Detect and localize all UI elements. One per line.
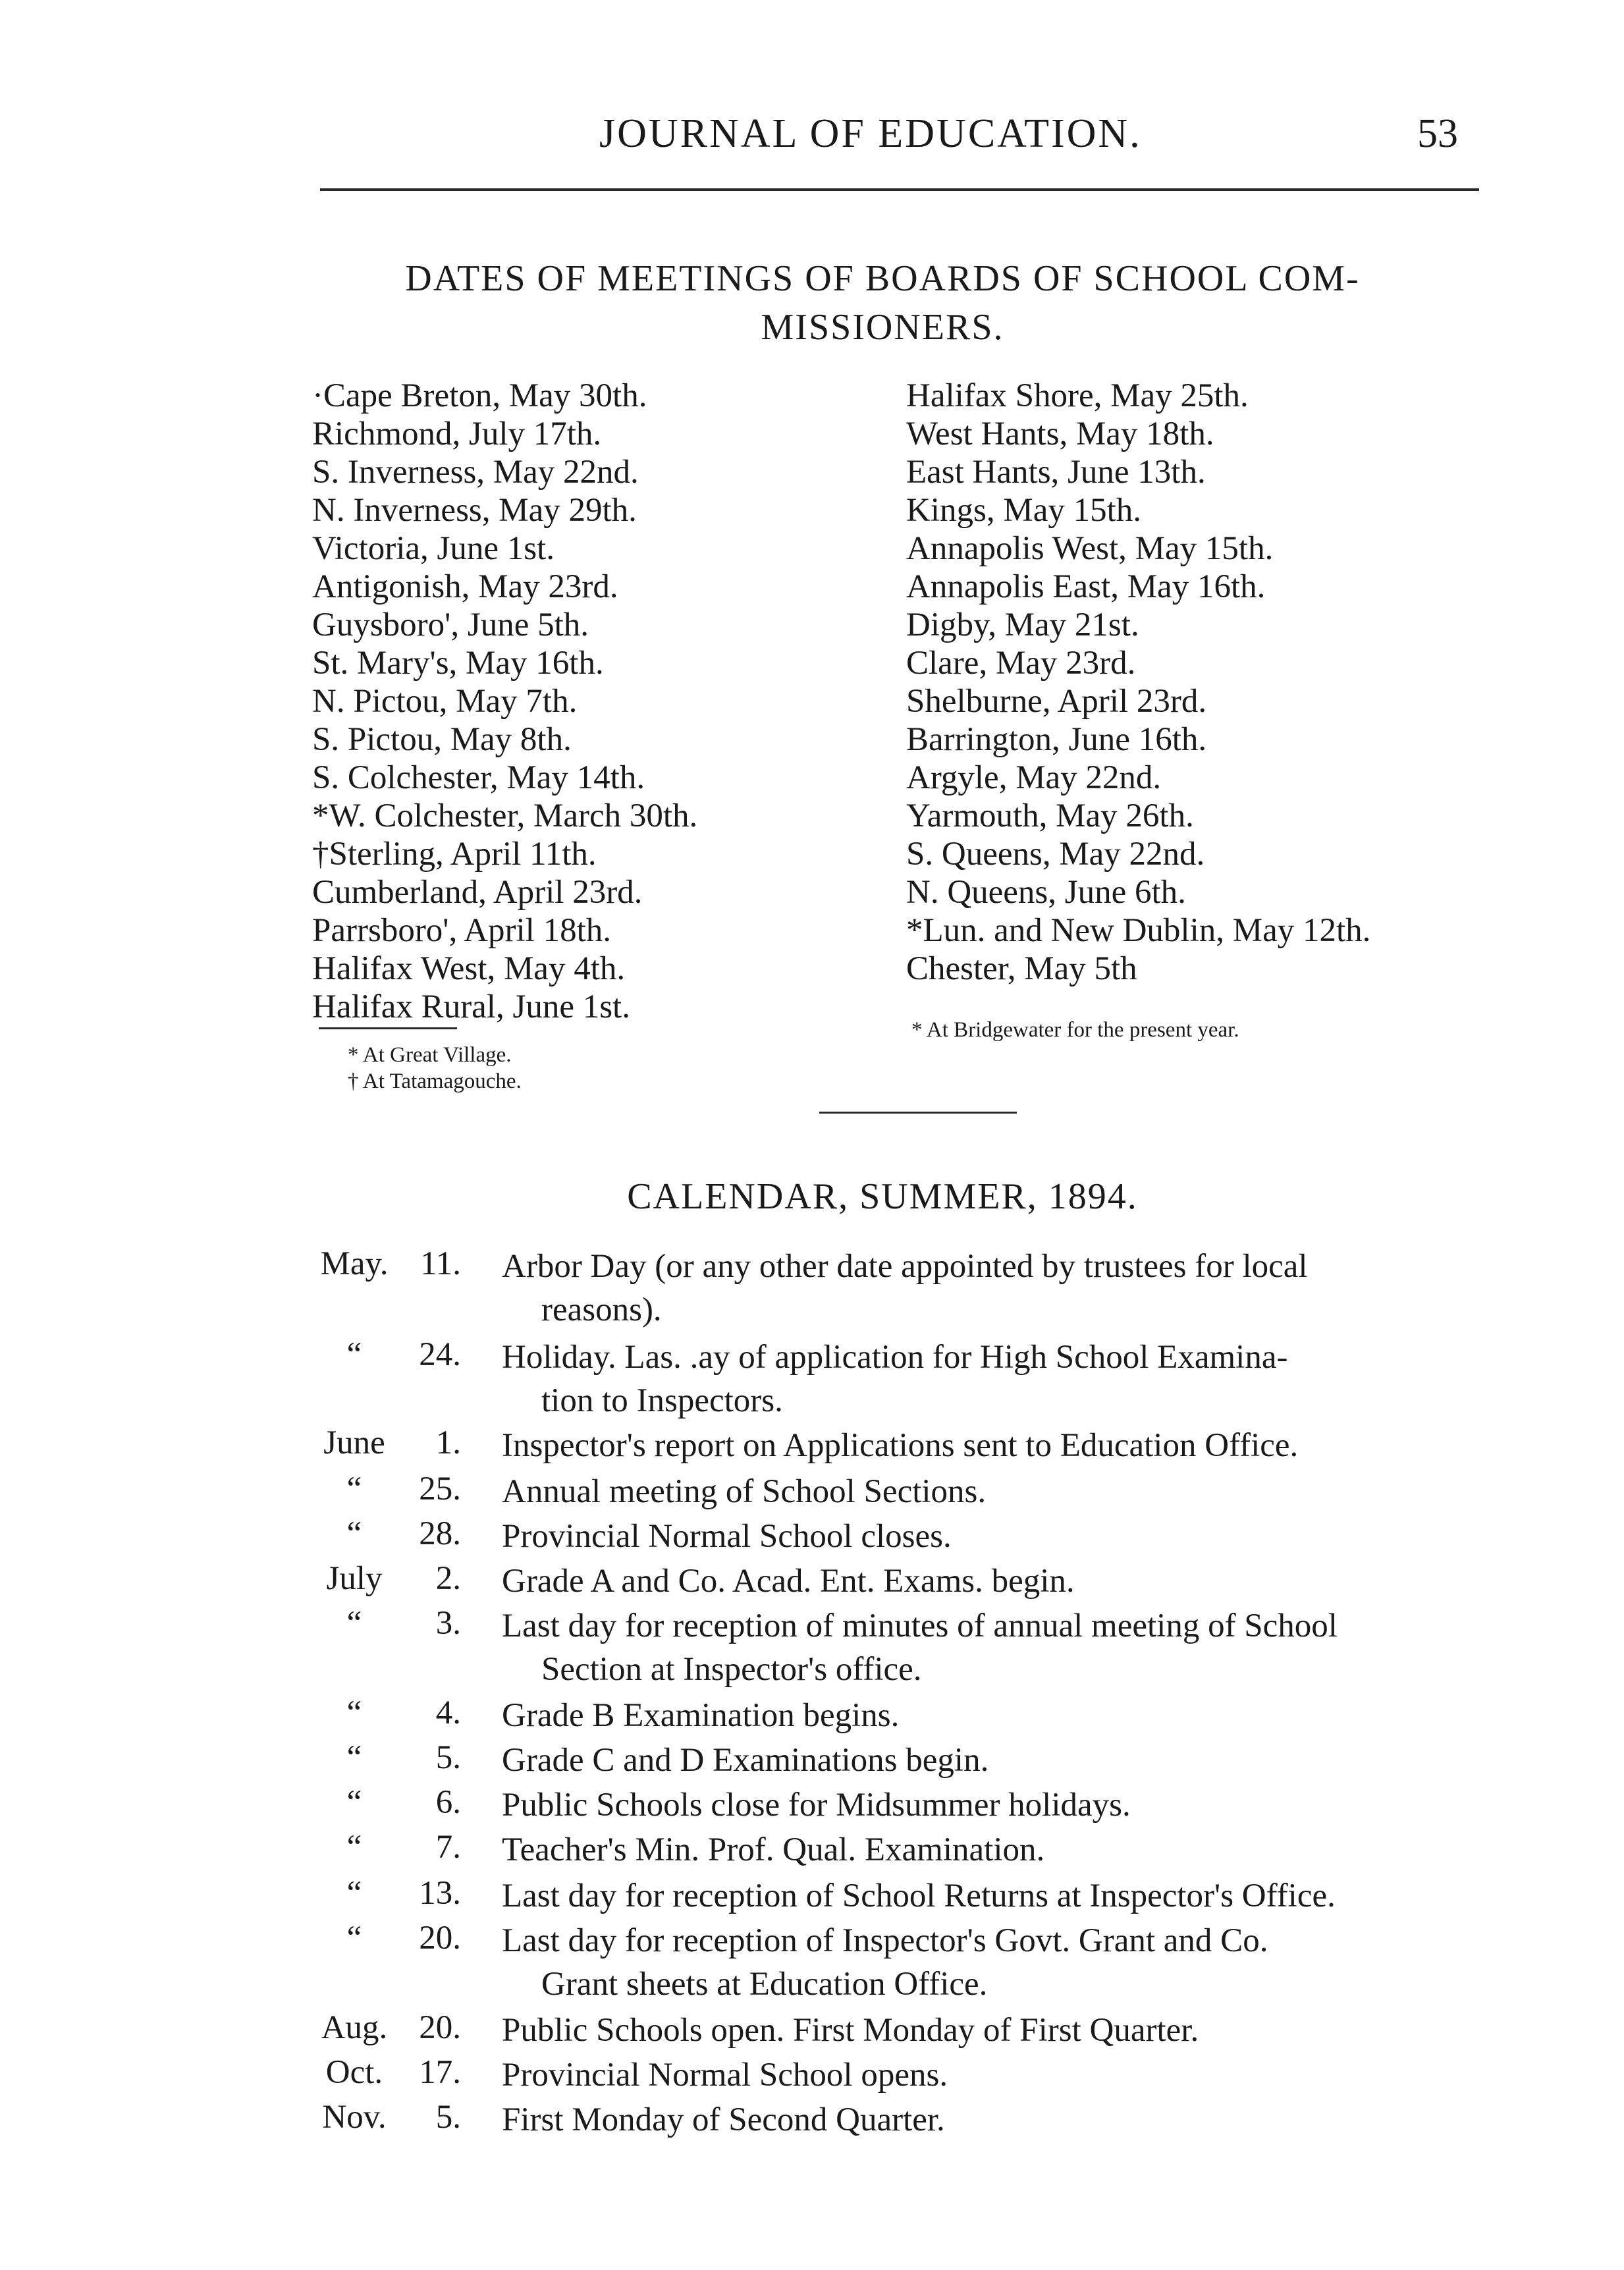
calendar-event: Provincial Normal School closes.: [502, 1518, 952, 1555]
calendar-day: 20.: [419, 1920, 461, 1957]
calendar-day: 11.: [420, 1245, 461, 1282]
meetings-left-column: [312, 377, 697, 1026]
footnote-rule: [319, 1027, 457, 1029]
calendar-event: Inspector's report on Applications sent to Education Office.: [502, 1427, 1299, 1464]
calendar-month: “: [346, 1829, 362, 1866]
meeting-entry: *Lun. and New Dublin, May 12th.: [906, 912, 1371, 949]
meeting-entry: ·Cape Breton, May 30th.: [312, 377, 647, 414]
meeting-entry: Kings, May 15th.: [906, 492, 1141, 529]
meeting-entry: Barrington, June 16th.: [906, 721, 1207, 758]
calendar-month: July: [326, 1560, 383, 1597]
calendar-row: [0, 2009, 1624, 2056]
calendar-row: [0, 1919, 1624, 2003]
meeting-entry: †Sterling, April 11th.: [312, 836, 597, 873]
calendar-month: “: [346, 1336, 362, 1373]
calendar-day: 4.: [435, 1694, 461, 1731]
calendar-event: Holiday. Las. .ay of application for High School Examina-: [502, 1339, 1288, 1376]
calendar-event-continued: Grant sheets at Education Office.: [541, 1966, 988, 2003]
calendar-month: “: [346, 1694, 362, 1731]
calendar-row: [0, 1245, 1624, 1328]
calendar-day: 17.: [419, 2054, 461, 2091]
meeting-entry: Shelburne, April 23rd.: [906, 683, 1207, 720]
meeting-entry: Halifax Rural, June 1st.: [312, 988, 630, 1025]
running-title: JOURNAL OF EDUCATION.: [599, 111, 1142, 156]
meeting-entry: S. Queens, May 22nd.: [906, 836, 1205, 873]
calendar-row: [0, 1874, 1624, 1922]
calendar-row: [0, 1604, 1624, 1688]
calendar-day: 13.: [419, 1875, 461, 1912]
calendar-month: “: [346, 1875, 362, 1912]
meeting-entry: *W. Colchester, March 30th.: [312, 797, 698, 834]
section-divider: [819, 1112, 1017, 1114]
footnote-great-village: * At Great Village.: [348, 1043, 512, 1067]
calendar-row: [0, 1739, 1624, 1786]
meeting-entry: Annapolis West, May 15th.: [906, 530, 1274, 567]
calendar-event: Grade A and Co. Acad. Ent. Exams. begin.: [502, 1563, 1075, 1600]
calendar-event: Last day for reception of minutes of annual meeting of School: [502, 1608, 1338, 1644]
calendar-day: 3.: [435, 1605, 461, 1642]
meeting-entry: East Hants, June 13th.: [906, 454, 1206, 491]
meeting-entry: Cumberland, April 23rd.: [312, 874, 643, 911]
meetings-title-line1: DATES OF MEETINGS OF BOARDS OF SCHOOL COM-: [405, 258, 1360, 299]
calendar-month: “: [346, 1784, 362, 1821]
header-rule: [320, 188, 1479, 191]
calendar-row: [0, 1828, 1624, 1876]
calendar-row: [0, 1336, 1624, 1419]
calendar-month: June: [323, 1424, 385, 1461]
meetings-right-column: [906, 377, 1370, 988]
calendar-row: [0, 1515, 1624, 1562]
calendar-event-continued: Section at Inspector's office.: [541, 1651, 922, 1688]
meetings-title-line2: MISSIONERS.: [761, 307, 1004, 348]
calendar-month: May.: [320, 1245, 389, 1282]
calendar-day: 25.: [419, 1471, 461, 1507]
meeting-entry: West Hants, May 18th.: [906, 416, 1214, 452]
page-number: 53: [1417, 111, 1458, 156]
calendar-event-continued: tion to Inspectors.: [541, 1382, 783, 1419]
calendar-row: [0, 2098, 1624, 2146]
calendar-month: Oct.: [325, 2054, 383, 2091]
calendar-month: Aug.: [321, 2009, 388, 2046]
calendar-event: First Monday of Second Quarter.: [502, 2101, 945, 2138]
calendar-event: Grade B Examination begins.: [502, 1697, 900, 1734]
calendar-day: 7.: [435, 1829, 461, 1866]
calendar-event: Last day for reception of Inspector's Govt. Grant and Co.: [502, 1922, 1268, 1959]
calendar-month: “: [346, 1515, 362, 1552]
footnote-tatamagouche: † At Tatamagouche.: [348, 1069, 522, 1093]
meeting-entry: Annapolis East, May 16th.: [906, 568, 1266, 605]
meeting-entry: N. Queens, June 6th.: [906, 874, 1186, 911]
meeting-entry: N. Inverness, May 29th.: [312, 492, 637, 529]
calendar-month: Nov.: [322, 2099, 387, 2136]
calendar-title: CALENDAR, SUMMER, 1894.: [627, 1176, 1138, 1217]
meeting-entry: Yarmouth, May 26th.: [906, 797, 1194, 834]
calendar-day: 5.: [435, 1739, 461, 1776]
calendar-event: Grade C and D Examinations begin.: [502, 1742, 989, 1779]
calendar-day: 28.: [419, 1515, 461, 1552]
meeting-entry: Victoria, June 1st.: [312, 530, 555, 567]
calendar-month: “: [346, 1605, 362, 1642]
calendar-event: Public Schools open. First Monday of First Quarter.: [502, 2012, 1199, 2049]
meeting-entry: Parrsboro', April 18th.: [312, 912, 611, 949]
calendar-month: “: [346, 1471, 362, 1507]
meeting-entry: Digby, May 21st.: [906, 607, 1139, 643]
calendar-event: Teacher's Min. Prof. Qual. Examination.: [502, 1831, 1045, 1868]
calendar-day: 1.: [435, 1424, 461, 1461]
calendar-event: Arbor Day (or any other date appointed by trustees for local: [502, 1248, 1308, 1285]
meeting-entry: Argyle, May 22nd.: [906, 759, 1162, 796]
calendar-day: 2.: [435, 1560, 461, 1597]
calendar-event: Annual meeting of School Sections.: [502, 1473, 987, 1510]
meeting-entry: St. Mary's, May 16th.: [312, 645, 604, 682]
meeting-entry: Richmond, July 17th.: [312, 416, 602, 452]
meeting-entry: Clare, May 23rd.: [906, 645, 1136, 682]
meeting-entry: N. Pictou, May 7th.: [312, 683, 578, 720]
meeting-entry: Guysboro', June 5th.: [312, 607, 589, 643]
meeting-entry: S. Pictou, May 8th.: [312, 721, 572, 758]
calendar-month: “: [346, 1920, 362, 1957]
calendar-row: [0, 1783, 1624, 1831]
calendar-row: [0, 2053, 1624, 2101]
footnote-bridgewater: * At Bridgewater for the present year.: [911, 1018, 1239, 1042]
calendar-day: 5.: [435, 2099, 461, 2136]
meeting-entry: Chester, May 5th: [906, 950, 1137, 987]
calendar-row: [0, 1424, 1624, 1471]
meeting-entry: S. Colchester, May 14th.: [312, 759, 645, 796]
calendar-row: [0, 1470, 1624, 1517]
calendar-month: “: [346, 1739, 362, 1776]
calendar-day: 24.: [419, 1336, 461, 1373]
meeting-entry: Halifax West, May 4th.: [312, 950, 626, 987]
meeting-entry: S. Inverness, May 22nd.: [312, 454, 639, 491]
calendar-row: [0, 1559, 1624, 1607]
meeting-entry: Halifax Shore, May 25th.: [906, 377, 1249, 414]
calendar-event: Public Schools close for Midsummer holidays.: [502, 1787, 1131, 1824]
calendar-day: 6.: [435, 1784, 461, 1821]
calendar-day: 20.: [419, 2009, 461, 2046]
calendar-event: Last day for reception of School Returns at Inspector's Office.: [502, 1878, 1336, 1914]
calendar-event: Provincial Normal School opens.: [502, 2057, 948, 2094]
calendar-row: [0, 1694, 1624, 1741]
calendar-event-continued: reasons).: [541, 1291, 662, 1328]
meeting-entry: Antigonish, May 23rd.: [312, 568, 618, 605]
